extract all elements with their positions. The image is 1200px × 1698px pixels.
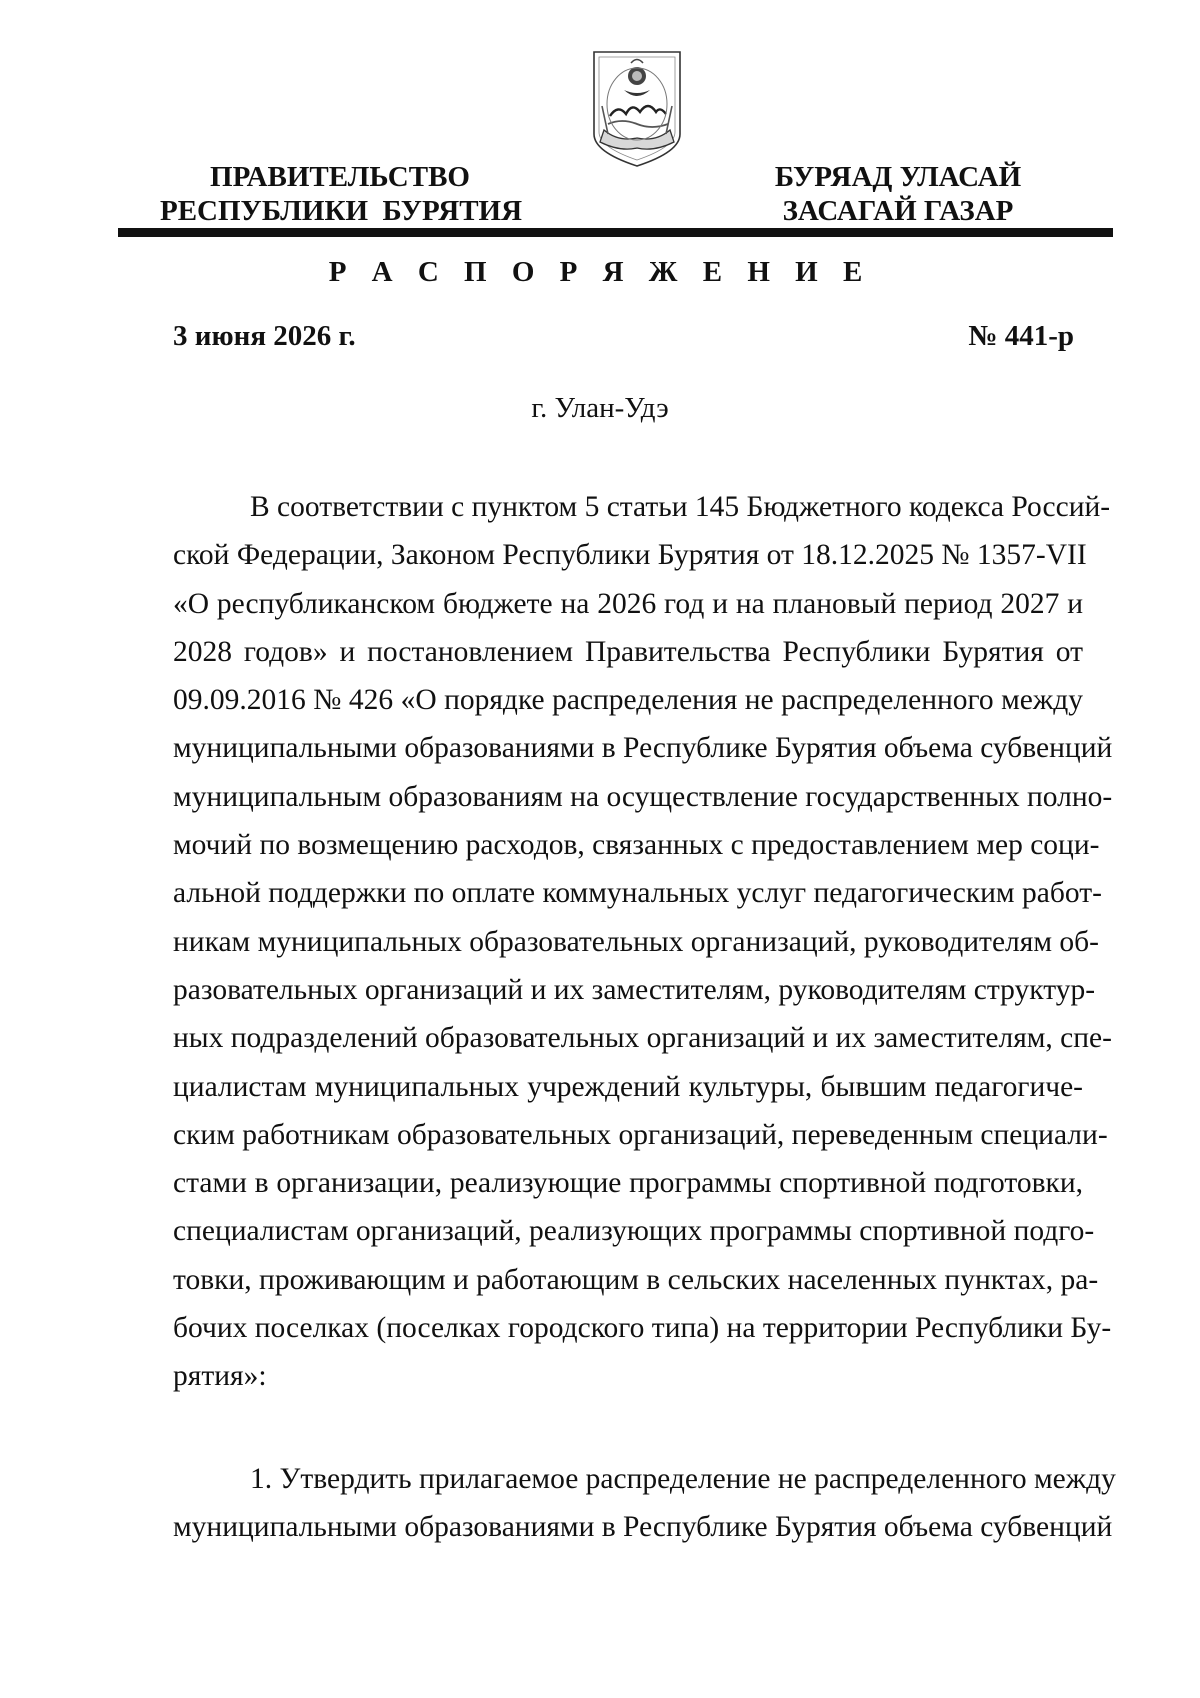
paragraph-line: 1. Утвердить прилагаемое распределение не распределенного между (250, 1463, 1116, 1495)
paragraph-line: стами в организации, реализующие программы спортивной подготовки, (173, 1167, 1083, 1200)
document-number: № 441-р (968, 320, 1074, 352)
paragraph-line: ской Федерации, Законом Республики Бурятия от 18.12.2025 № 1357-VII (173, 539, 1087, 572)
document-date: 3 июня 2026 г. (173, 320, 356, 352)
paragraph-line: ных подразделений образовательных организаций и их заместителям, спе- (173, 1022, 1112, 1055)
org-name-russian-line1: ПРАВИТЕЛЬСТВО (210, 161, 470, 193)
paragraph-line: циалистам муниципальных учреждений культуры, бывшим педагогиче- (173, 1070, 1083, 1103)
document-city: г. Улан-Удэ (531, 392, 669, 424)
org-name-russian (160, 160, 523, 228)
paragraph-line: разовательных организаций и их заместителям, руководителям структур- (173, 973, 1096, 1006)
paragraph-line: товки, проживающим и работающим в сельских населенных пунктах, ра- (173, 1263, 1099, 1296)
paragraph-line: муниципальными образованиями в Республике Бурятия объема субвенций (173, 732, 1113, 765)
org-name-buryat-line1: БУРЯАД УЛАСАЙ (774, 161, 1022, 193)
paragraph-line: бочих поселках (поселках городского типа) на территории Республики Бу- (173, 1312, 1112, 1345)
paragraph-line: муниципальными образованиями в Республике Бурятия объема субвенций (173, 1511, 1113, 1544)
org-name-buryat (748, 160, 1048, 228)
paragraph-line: 09.09.2016 № 426 «О порядке распределения не распределенного между (173, 684, 1083, 717)
paragraph-line: В соответствии с пунктом 5 статьи 145 Бюджетного кодекса Россий- (250, 491, 1111, 523)
body-paragraph-item-1 (173, 1455, 1116, 1552)
document-type-title: Р А С П О Р Я Ж Е Н И Е (328, 256, 872, 288)
paragraph-line: 2028 годов» и постановлением Правительства Республики Бурятия от (173, 635, 1083, 668)
body-paragraph-preamble (173, 483, 1113, 1401)
paragraph-line: альной поддержки по оплате коммунальных услуг педагогическим работ- (173, 877, 1102, 910)
paragraph-line: муниципальным образованиям на осуществление государственных полно- (173, 780, 1113, 813)
org-name-russian-line2: РЕСПУБЛИКИ БУРЯТИЯ (160, 195, 523, 227)
org-name-buryat-line2: ЗАСАГАЙ ГАЗАР (782, 195, 1014, 227)
paragraph-line: мочий по возмещению расходов, связанных с предоставлением мер соци- (173, 829, 1100, 862)
paragraph-line: никам муниципальных образовательных организаций, руководителям об- (173, 925, 1099, 958)
header-divider (118, 228, 1113, 237)
paragraph-line: ским работникам образовательных организаций, переведенным специали- (173, 1118, 1108, 1151)
coat-of-arms-emblem (588, 46, 686, 170)
paragraph-line: специалистам организаций, реализующих программы спортивной подго- (173, 1215, 1095, 1248)
paragraph-line: «О республиканском бюджете на 2026 год и на плановый период 2027 и (173, 587, 1083, 620)
paragraph-line: рятия»: (173, 1360, 267, 1393)
